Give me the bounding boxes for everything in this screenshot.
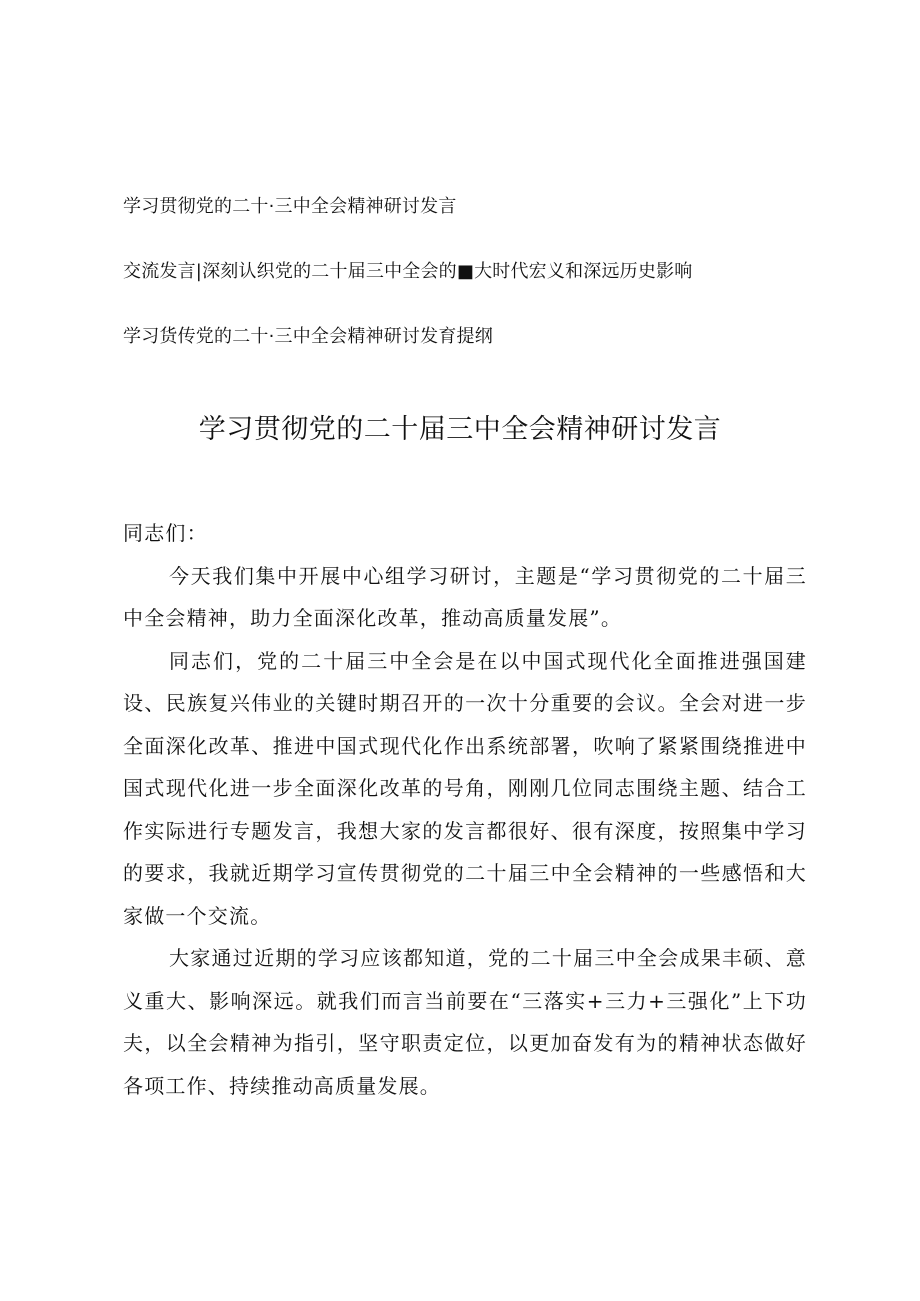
toc-item-3[interactable]: 学习货传党的二十·三中全会精神研讨发育提纲 — [123, 326, 493, 347]
toc-item-1[interactable]: 学习贯彻党的二十·三中全会精神研讨发言 — [123, 196, 457, 217]
table-of-contents — [123, 190, 843, 385]
document-body — [123, 512, 807, 1107]
document-title: 学习贯彻党的二十届三中全会精神研讨发言 — [198, 414, 722, 445]
paragraph-2: 同志们，党的二十届三中全会是在以中国式现代化全面推进强国建设、民族复兴伟业的关键时期召开的一次十分重要的会议。全会对进一步全面深化改革、推进中国式现代化作出系统部署，吹响了紧紧围绕推进中国式现代化进一步全面深化改革的号角，刚刚几位同志围绕主题、结合工作实际进行专题发言，我想大家的发言都很好、很有深度，按照集中学习的要求，我就近期学习宣传贯彻党的二十届三中全会精神的一些感悟和大家做一个交流。 — [123, 648, 807, 928]
toc-item-2[interactable]: 交流发言|深刻认织党的二十届三中全会的■大时代宏义和深远历史影响 — [123, 261, 693, 282]
paragraph-1: 今天我们集中开展中心组学习研讨，主题是“学习贯彻党的二十届三中全会精神，助力全面深化改革，推动高质量发展”。 — [123, 563, 807, 630]
paragraph-3: 大家通过近期的学习应该都知道，党的二十届三中全会成果丰硕、意义重大、影响深远。就我们而言当前要在“三落实+三力+三强化”上下功夫，以全会精神为指引，坚守职责定位，以更加奋发有为的精神状态做好各项工作、持续推动高质量发展。 — [123, 946, 807, 1098]
salutation: 同志们： — [123, 521, 208, 545]
